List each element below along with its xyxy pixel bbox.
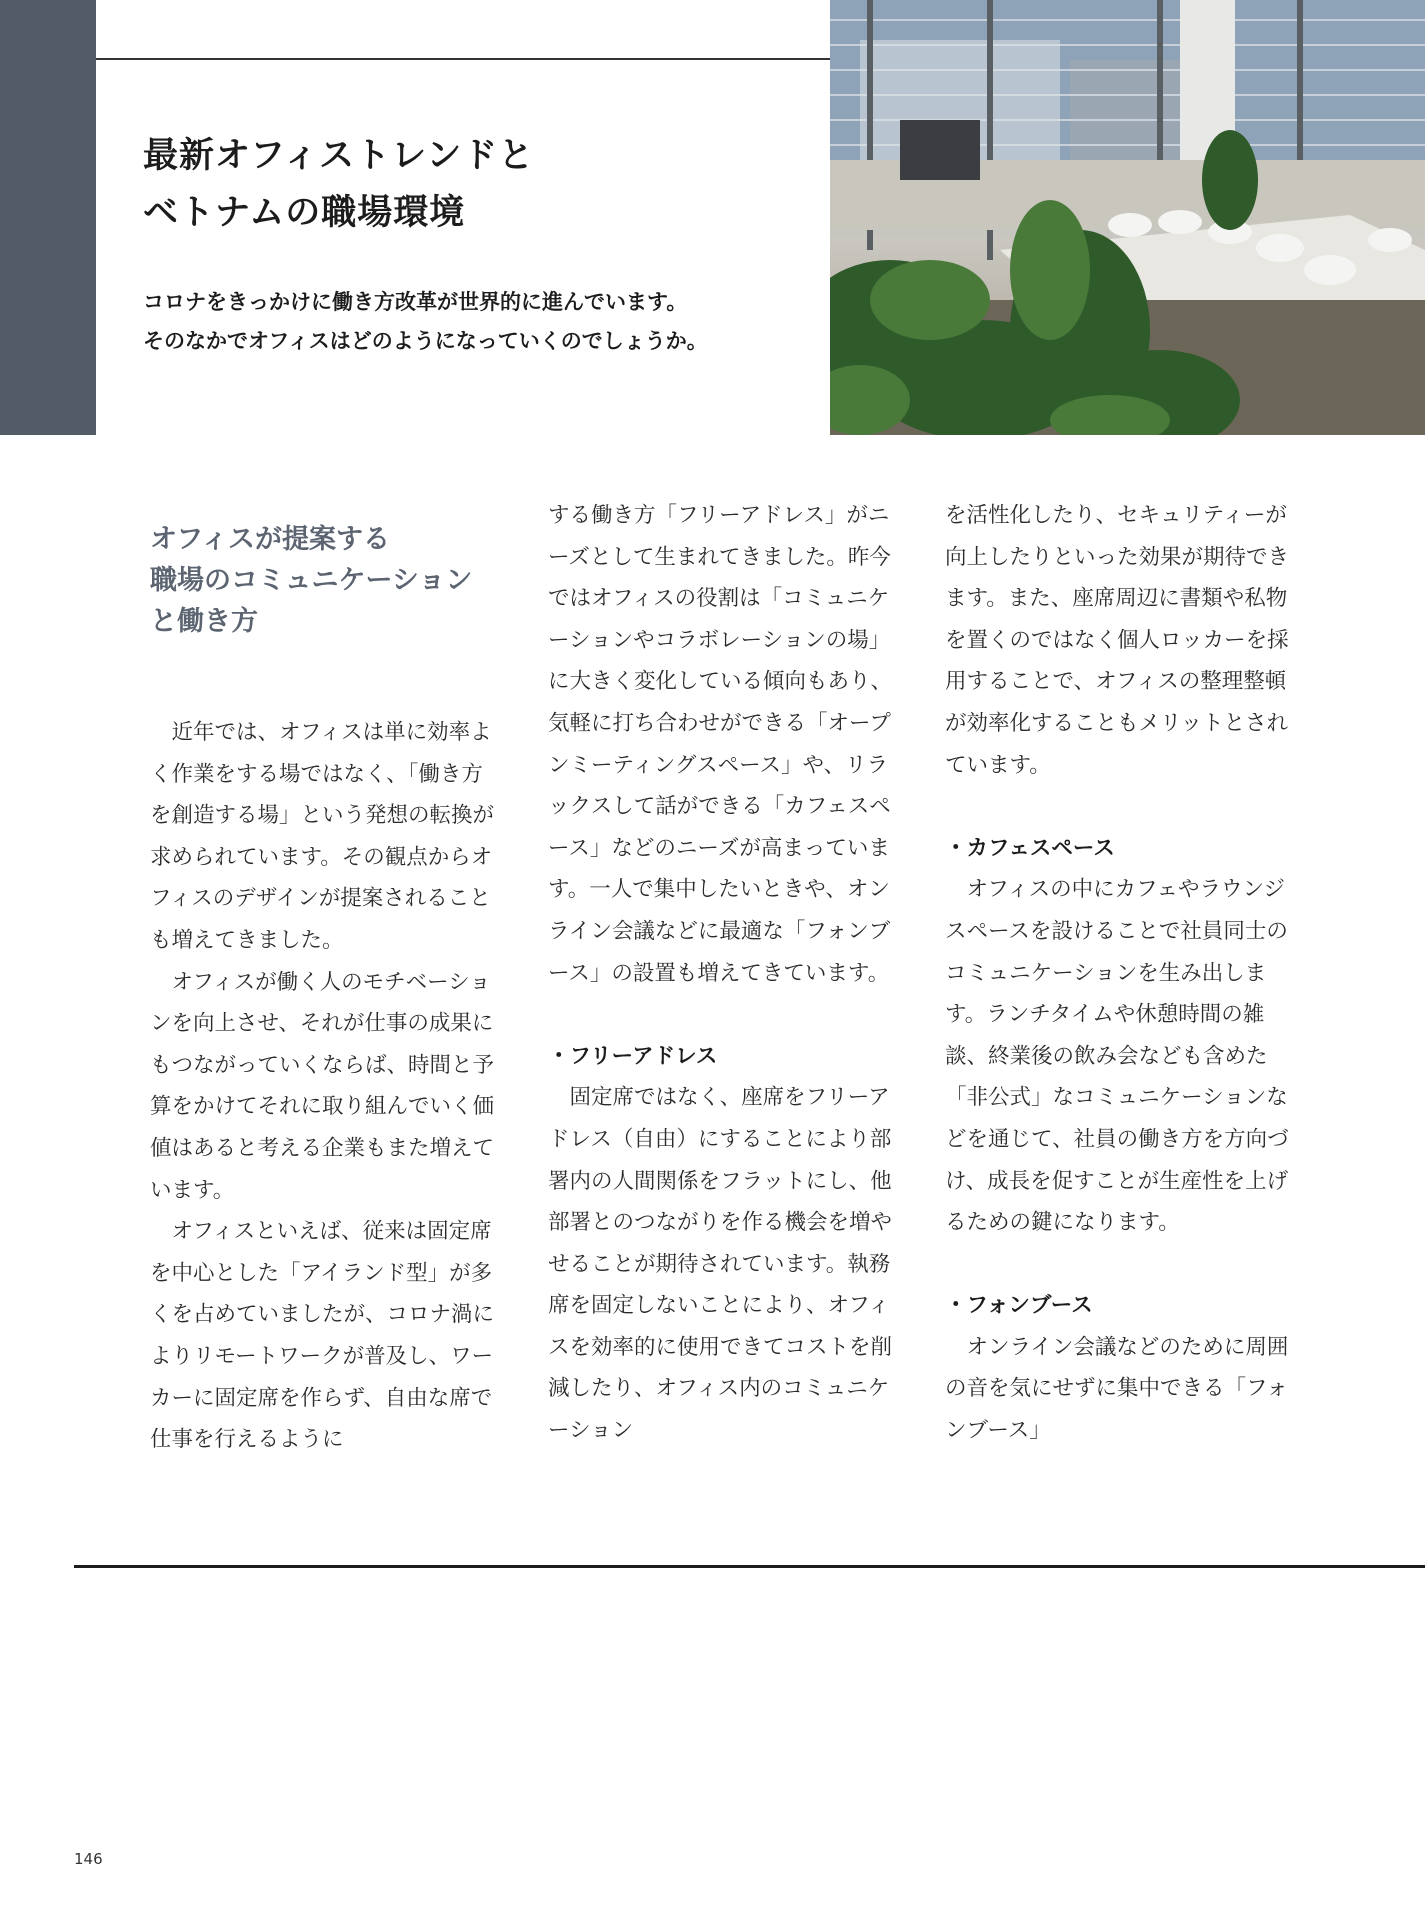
section-heading-line-3: と働き方 <box>150 606 258 637</box>
lead-text <box>143 283 793 361</box>
lead-line-1: コロナをきっかけに働き方改革が世界的に進んでいます。 <box>143 290 688 314</box>
title-line-2: ベトナムの職場環境 <box>143 193 466 233</box>
subheading-phone-booth: ・フォンブース <box>945 1293 1093 1319</box>
paragraph: オフィスといえば、従来は固定席を中心とした「アイランド型」が多くを占めていましたが、コロナ渦によりリモートワークが普及し、ワーカーに固定席を作らず、自由な席で仕事を行えるように <box>150 1219 495 1453</box>
page-title <box>143 128 763 242</box>
subheading-cafe-space: ・カフェスペース <box>945 835 1115 861</box>
side-color-bar <box>0 0 96 435</box>
paragraph: を活性化したり、セキュリティーが向上したりといった効果が期待できます。また、座席周辺に書類や私物を置くのではなく個人ロッカーを採用することで、オフィスの整理整頓が効率化することもメリットとされています。 <box>945 503 1290 778</box>
subheading-free-address: ・フリーアドレス <box>548 1043 718 1069</box>
paragraph: オンライン会議などのために周囲の音を気にせずに集中できる「フォンブース」 <box>945 1334 1289 1444</box>
paragraph: 近年では、オフィスは単に効率よく作業をする場ではなく、「働き方を創造する場」という発想の転換が求められています。その観点からオフィスのデザインが提案されることも増えてきました。 <box>150 720 495 953</box>
paragraph: オフィスが働く人のモチベーションを向上させ、それが仕事の成果にもつながっていくならば、時間と予算をかけてそれに取り組んでいく価値はあると考える企業もまた増えています。 <box>150 969 495 1203</box>
text-column-3 <box>945 495 1295 1452</box>
office-photo <box>830 0 1425 435</box>
paragraph: する働き方「フリーアドレス」がニーズとして生まれてきました。昨今ではオフィスの役割は「コミュニケーションやコラボレーションの場」に大きく変化している傾向もあり、気軽に打ち合わせができる「オープンミーティングスペース」や、リラックスして話ができる「カフェスペース」などのニーズが高まっています。一人で集中したいときや、オンライン会議などに最適な「フォンブース」の設置も増えてきています。 <box>548 503 893 986</box>
text-column-2 <box>548 495 898 1452</box>
paragraph: 固定席ではなく、座席をフリーアドレス（自由）にすることにより部署内の人間関係をフラットにし、他部署とのつながりを作る機会を増やせることが期待されています。執務席を固定しないことにより、オフィスを効率的に使用できてコストを削減したり、オフィス内のコミュニケーション <box>548 1085 893 1444</box>
office-photo-illustration <box>830 0 1425 435</box>
section-heading-line-2: 職場のコミュニケーション <box>150 565 473 596</box>
header-rule <box>96 58 830 60</box>
section-heading <box>150 519 500 642</box>
page-number: 146 <box>74 1850 103 1868</box>
paragraph: オフィスの中にカフェやラウンジスペースを設けることで社員同士のコミュニケーションを生み出します。ランチタイムや休憩時間の雑談、終業後の飲み会なども含めた「非公式」なコミュニケーションなどを通じて、社員の働き方を方向づけ、成長を促すことが生産性を上げるための鍵になります。 <box>945 877 1289 1236</box>
lead-line-2: そのなかでオフィスはどのようになっていくのでしょうか。 <box>143 329 708 353</box>
text-column-1 <box>150 495 500 1461</box>
section-heading-line-1: オフィスが提案する <box>150 524 391 555</box>
footer-rule <box>74 1565 1425 1568</box>
title-line-1: 最新オフィストレンドと <box>143 136 535 176</box>
